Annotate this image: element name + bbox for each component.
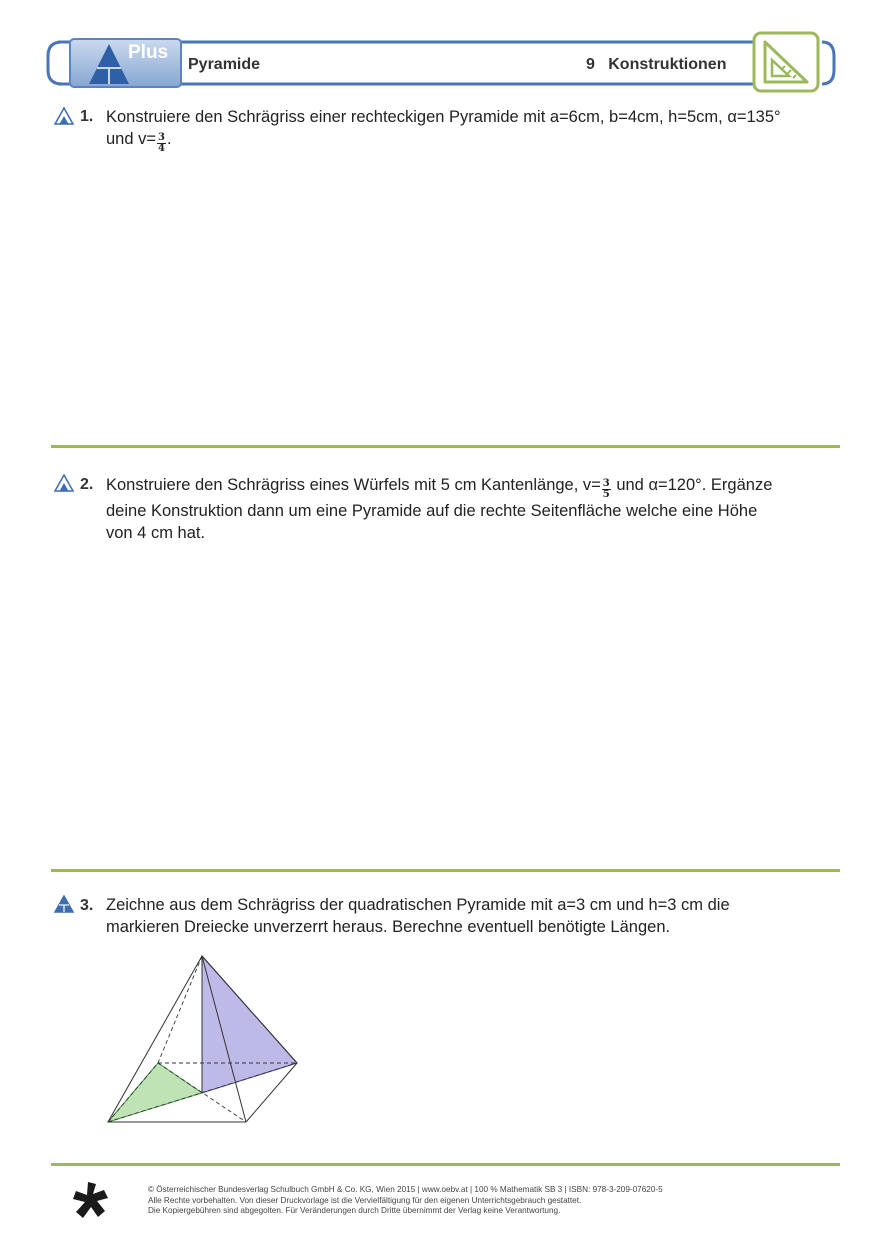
difficulty-icon [54,895,74,913]
chapter-number: 9 [586,56,595,73]
task-3-line-1: Zeichne aus dem Schrägriss der quadratischen Pyramide mit a=3 cm und h=3 cm die [106,896,730,914]
fraction: $\frac{3}{4}$ [158,132,165,154]
task-1-line-2: und v= $\frac{3}{4}$ . [106,130,172,154]
task-2-line-1: Konstruiere den Schrägriss eines Würfels mit 5 cm Kantenlänge, v= $\frac{3}{5}$ und α=120°. Ergänze [106,476,773,500]
pyramid-oblique-drawing [100,950,310,1130]
task-1-line-1: Konstruiere den Schrägriss einer rechteckigen Pyramide mit a=6cm, b=4cm, h=5cm, α=135° [106,108,781,126]
footer-divider [51,1163,840,1166]
difficulty-icon [54,474,74,492]
page-title: Pyramide [188,56,261,73]
task-2-text [106,474,772,544]
footer-line-2: Alle Rechte vorbehalten. Von dieser Druckvorlage ist die Vervielfältigung für den eigenen Unterrichtsgebrauch gestattet. [148,1195,582,1205]
section-divider [51,869,840,872]
footer-copyright [148,1185,663,1217]
blue-triangle [202,956,297,1093]
task-number: 3. [80,897,94,914]
task-number: 2. [80,476,94,493]
publisher-logo-icon [70,1180,112,1222]
task-2-line-3: von 4 cm hat. [106,524,206,542]
green-triangle [108,1063,202,1122]
section-divider [51,445,840,448]
footer-line-3: Die Kopiergebühren sind abgegolten. Für Veränderungen durch Dritte übernimmt der Verlag keine Verantwortung. [148,1206,561,1215]
task-3-line-2: markieren Dreiecke unverzerrt heraus. Berechne eventuell benötigte Längen. [106,918,671,936]
chapter-title: Konstruktionen [608,56,727,73]
task-2-line-2: deine Konstruktion dann um eine Pyramide auf die rechte Seitenfläche welche eine Höhe [106,502,758,520]
fraction: $\frac{3}{5}$ [602,478,610,500]
difficulty-icon [54,107,74,125]
chapter-heading [586,56,726,74]
task-number: 1. [80,108,94,125]
plus-badge-label: Plus [128,42,169,63]
set-square-icon [751,30,821,94]
task-3-text [106,894,730,938]
footer-line-1: © Österreichischer Bundesverlag Schulbuch GmbH & Co. KG, Wien 2015 | www.oebv.at | 100 % Mathematik SB 3 | ISBN: 978-3-209-07620-5 [148,1185,663,1194]
task-1-text [106,106,781,154]
